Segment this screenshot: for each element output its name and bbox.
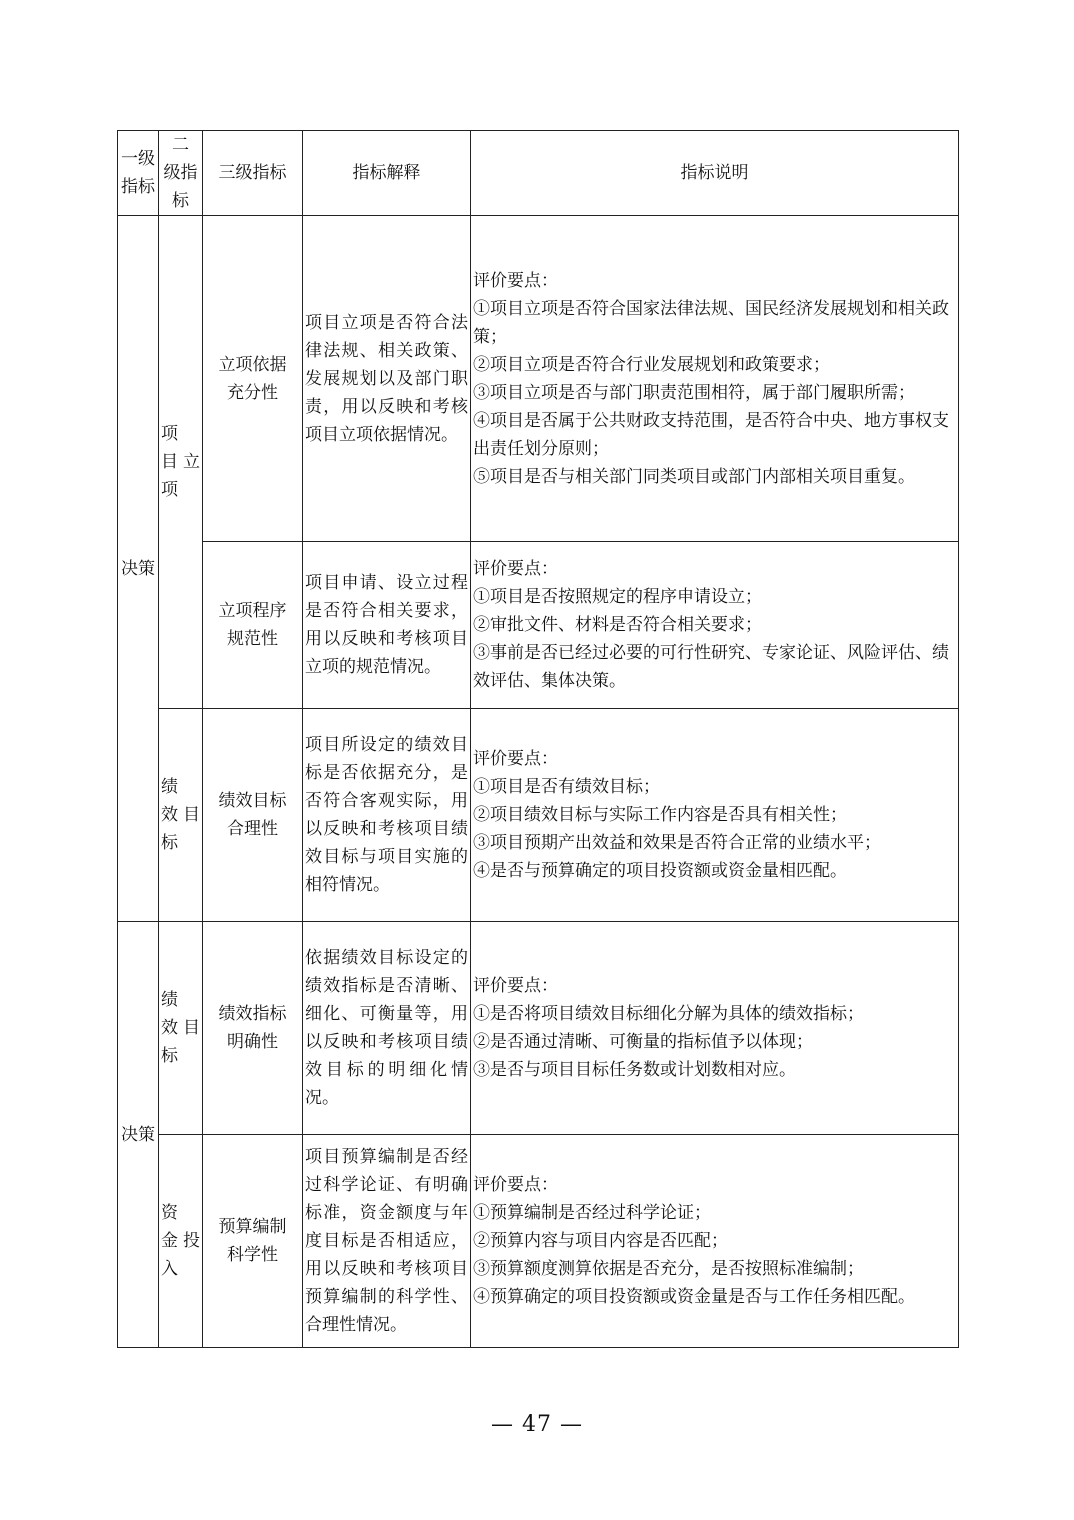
header-level1: 一级指标 — [118, 131, 159, 216]
note-line: 评价要点： — [473, 749, 558, 769]
explain-cell: 项目预算编制是否经过科学论证、有明确标准，资金额度与年度目标是否相适应，用以反映和考核项目预算编制的科学性、合理性情况。 — [303, 1135, 471, 1348]
table-row — [118, 216, 959, 542]
note-line: ③预算额度测算依据是否充分，是否按照标准编制； — [473, 1259, 864, 1279]
note-line: ④是否与预算确定的项目投资额或资金量相匹配。 — [473, 861, 847, 881]
level3-cell: 绩效指标明确性 — [203, 922, 303, 1135]
note-line: ②审批文件、材料是否符合相关要求； — [473, 615, 762, 635]
note-cell — [471, 922, 959, 1135]
note-line: ①是否将项目绩效目标细化分解为具体的绩效指标； — [473, 1004, 864, 1024]
level3-cell: 立项程序规范性 — [203, 542, 303, 709]
explain-cell: 项目申请、设立过程是否符合相关要求，用以反映和考核项目立项的规范情况。 — [303, 542, 471, 709]
note-line: ②项目绩效目标与实际工作内容是否具有相关性； — [473, 805, 847, 825]
level3-cell: 绩效目标合理性 — [203, 709, 303, 922]
note-cell — [471, 216, 959, 542]
table-row — [118, 709, 959, 922]
page-number: — 47 — — [491, 1412, 583, 1437]
note-line: ⑤项目是否与相关部门同类项目或部门内部相关项目重复。 — [473, 466, 915, 487]
note-line: ②项目立项是否符合行业发展规划和政策要求； — [473, 354, 830, 375]
level3-cell: 预算编制科学性 — [203, 1135, 303, 1348]
level3-cell: 立项依据充分性 — [203, 216, 303, 542]
table-row — [118, 542, 959, 709]
header-note: 指标说明 — [471, 131, 959, 216]
level2-cell: 绩 效目标 — [159, 709, 203, 922]
note-line: 评价要点： — [473, 976, 558, 996]
note-line: ②是否通过清晰、可衡量的指标值予以体现； — [473, 1032, 813, 1052]
note-cell — [471, 542, 959, 709]
table-row — [118, 922, 959, 1135]
note-line: ①项目是否有绩效目标； — [473, 777, 660, 797]
explain-cell: 依据绩效目标设定的绩效指标是否清晰、细化、可衡量等，用以反映和考核项目绩效目标的明细化情况。 — [303, 922, 471, 1135]
note-cell — [471, 1135, 959, 1348]
explain-cell: 项目所设定的绩效目标是否依据充分，是否符合客观实际，用以反映和考核项目绩效目标与项目实施的相符情况。 — [303, 709, 471, 922]
level2-cell: 资 金投入 — [159, 1135, 203, 1348]
level1-cell: 决策 — [118, 922, 159, 1348]
note-line: ③项目立项是否与部门职责范围相符，属于部门履职所需； — [473, 382, 915, 403]
note-line: ③项目预期产出效益和效果是否符合正常的业绩水平； — [473, 833, 881, 853]
note-line: 评价要点： — [473, 1175, 558, 1195]
table-header-row — [118, 131, 959, 216]
level2-cell: 项 目立项 — [159, 216, 203, 709]
header-explain: 指标解释 — [303, 131, 471, 216]
note-line: 评价要点： — [473, 270, 558, 291]
explain-cell: 项目立项是否符合法律法规、相关政策、发展规划以及部门职责，用以反映和考核项目立项依据情况。 — [303, 216, 471, 542]
note-line: ①预算编制是否经过科学论证； — [473, 1203, 711, 1223]
evaluation-indicator-table — [117, 130, 959, 1348]
table-row — [118, 1135, 959, 1348]
level2-cell: 绩 效目标 — [159, 922, 203, 1135]
note-line: ④项目是否属于公共财政支持范围，是否符合中央、地方事权支出责任划分原则； — [473, 410, 949, 459]
note-cell — [471, 709, 959, 922]
level1-cell: 决策 — [118, 216, 159, 922]
note-line: 评价要点： — [473, 559, 558, 579]
header-level2: 二 级指标 — [159, 131, 203, 216]
note-line: ③是否与项目目标任务数或计划数相对应。 — [473, 1060, 796, 1080]
note-line: ③事前是否已经过必要的可行性研究、专家论证、风险评估、绩效评估、集体决策。 — [473, 643, 949, 691]
note-line: ②预算内容与项目内容是否匹配； — [473, 1231, 728, 1251]
note-line: ①项目是否按照规定的程序申请设立； — [473, 587, 762, 607]
header-level3: 三级指标 — [203, 131, 303, 216]
note-line: ①项目立项是否符合国家法律法规、国民经济发展规划和相关政策； — [473, 298, 949, 347]
note-line: ④预算确定的项目投资额或资金量是否与工作任务相匹配。 — [473, 1287, 915, 1307]
